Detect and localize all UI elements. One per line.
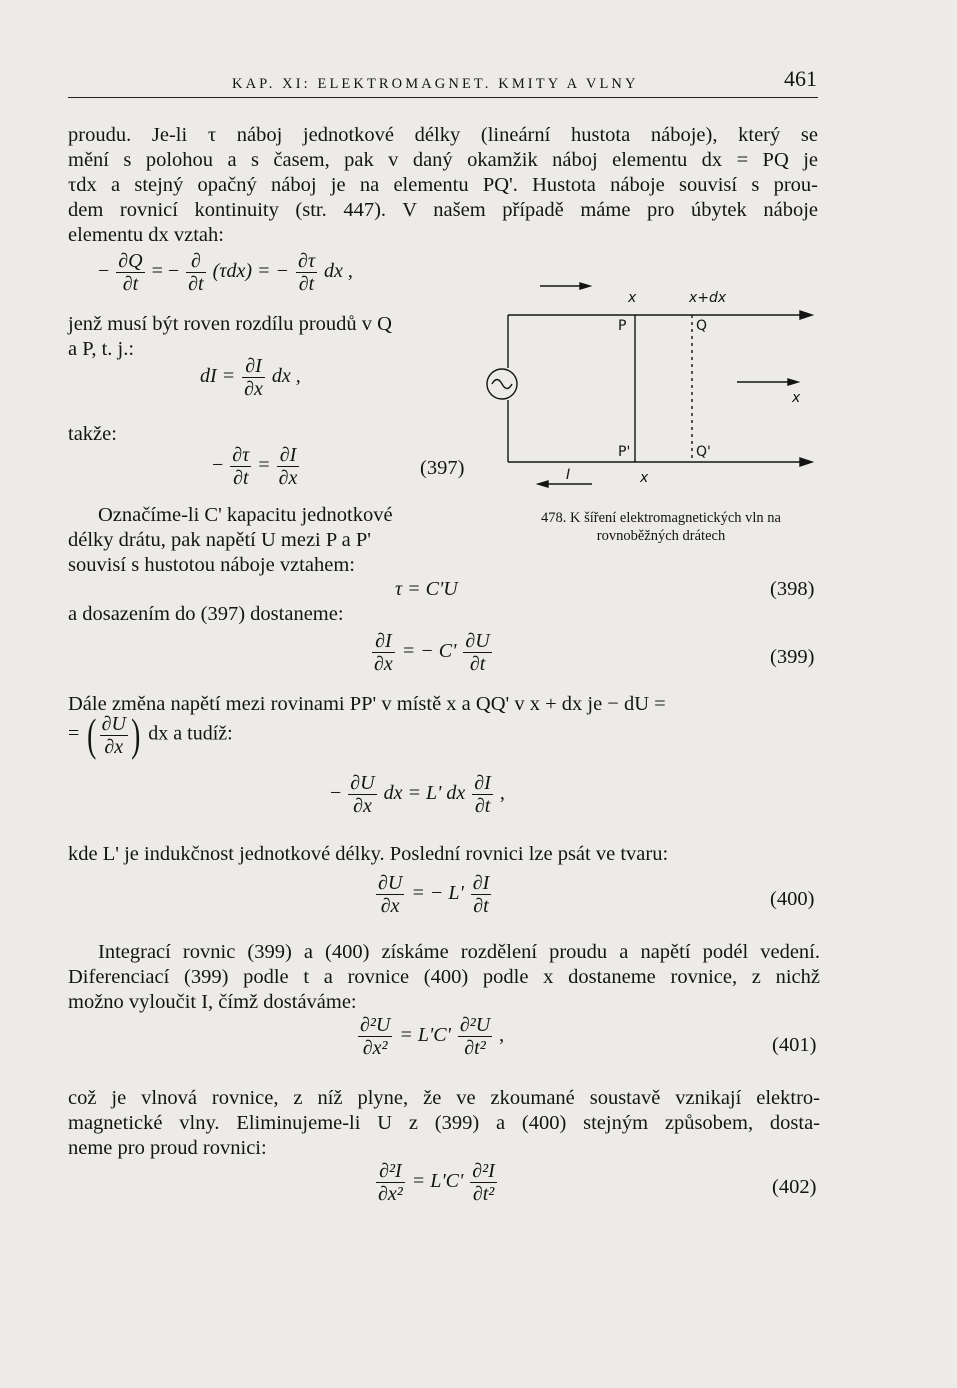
text-line: magnetické vlny. Eliminujeme-li U z (399) a (400) stejným způsobem, dosta-	[68, 1112, 820, 1134]
fraction: $\frac{\partial U}{\partial x}$	[378, 872, 403, 917]
eq-term: (τdx) = −	[212, 260, 289, 283]
fraction: $\frac{\partial I}{\partial x}$	[244, 355, 263, 400]
header-rule	[68, 97, 818, 98]
figure-parallel-wires	[482, 278, 822, 498]
paragraph-integration	[68, 940, 820, 990]
paragraph-capacity	[68, 503, 478, 578]
label-x-bottom: x	[640, 470, 649, 486]
equation-number-397: (397)	[420, 457, 465, 479]
text-line: Dále změna napětí mezi rovinami PP' v místě x a QQ' v x + dx je − dU =	[68, 693, 666, 715]
text-line: τdx a stejný opačný náboj je na elementu PQ'. Hustota náboje souvisí s prou-	[68, 174, 818, 196]
equation-inline-derivative: = ( $\frac{\partial U}{\partial x}$ ) dx a tudíž:	[68, 709, 233, 760]
fraction: $\frac{\text{∂²I}}{\text{∂t²}}$	[472, 1160, 495, 1205]
equation-number-399: (399)	[770, 646, 815, 668]
label-x-right: x	[792, 390, 801, 406]
equation-continuity	[98, 250, 353, 295]
bottom-wire-arrowhead	[800, 458, 812, 466]
equation-inductance: − $\frac{\partial U}{\partial x}$ dx = L' dx $\frac{\partial I}{\partial t}$ ,	[330, 772, 505, 817]
fraction: $\frac{\partial I}{\partial x}$	[278, 444, 298, 489]
fraction: $\frac{\text{∂²U}}{\text{∂t²}}$	[459, 1014, 491, 1059]
fraction: $\frac{\partial I}{\partial x}$	[374, 630, 393, 675]
equation-number-398: (398)	[770, 578, 815, 600]
text-line: kde L' je indukčnost jednotkové délky. Poslední rovnici lze psát ve tvaru:	[68, 843, 669, 865]
text-takze: takže:	[68, 423, 117, 445]
text-line: což je vlnová rovnice, z níž plyne, že ve zkoumané soustavě vznikají elektro-	[68, 1087, 820, 1109]
fraction: $\frac{\partial\tau}{\partial t}$	[232, 444, 250, 489]
fraction: $\frac{\partial U}{\partial x}$	[101, 712, 126, 758]
text-line: a dosazením do (397) dostaneme:	[68, 603, 344, 625]
equation-399: $\frac{\partial I}{\partial x}$ = − C' $\frac{\partial U}{\partial t}$	[374, 630, 490, 675]
text-line: souvisí s hustotou náboje vztahem:	[68, 554, 355, 576]
label-I: I	[566, 467, 571, 483]
text-line: Integrací rovnic (399) a (400) získáme rozdělení proudu a napětí podél vedení.	[98, 941, 820, 963]
text-line: elementu dx vztah:	[68, 224, 224, 246]
text-line: Diferenciací (399) podle t a rovnice (400) podle x dostaneme rovnice, z nichž	[68, 966, 820, 988]
equation-number-400: (400)	[770, 888, 815, 910]
equation-400: $\frac{\partial U}{\partial x}$ = − L' $\frac{\partial I}{\partial t}$	[378, 872, 490, 917]
equation-397: − $\frac{\partial\tau}{\partial t}$ = $\frac{\partial I}{\partial x}$	[212, 444, 298, 489]
fraction: $\frac{\partial Q}{\partial t}$	[118, 250, 143, 295]
label-P: P	[618, 318, 627, 334]
running-header: KAP. XI: ELEKTROMAGNET. KMITY A VLNY	[232, 76, 639, 92]
text-line: délky drátu, pak napětí U mezi P a P'	[68, 529, 371, 551]
label-x-top: x	[628, 290, 637, 306]
fraction: $\frac{\partial U}{\partial t}$	[465, 630, 490, 675]
top-wire-arrowhead	[800, 311, 812, 319]
eq-tail: dx ,	[324, 260, 353, 283]
text-line: dem rovnicí kontinuity (str. 447). V našem případě máme pro úbytek náboje	[68, 199, 818, 221]
label-P-prime: P'	[618, 444, 631, 460]
fraction: $\frac{\partial}{\partial t}$	[188, 250, 204, 295]
paragraph-intro	[68, 123, 818, 223]
fraction: $\frac{\partial\tau}{\partial t}$	[297, 250, 316, 295]
page-number: 461	[784, 66, 817, 91]
label-Q: Q	[696, 318, 708, 334]
equation-dI: dI = $\frac{\partial I}{\partial x}$ dx ,	[200, 355, 301, 400]
paragraph-wave	[68, 1086, 820, 1136]
label-xdx-top: x+dx	[689, 290, 727, 306]
eq-minus: −	[98, 260, 110, 283]
text-line: mění s polohou a s časem, pak v daný okamžik náboj elementu dx = PQ je	[68, 149, 818, 171]
text-line: neme pro proud rovnici:	[68, 1137, 267, 1159]
equation-401: $\frac{\text{∂²U}}{\text{∂x²}}$ = L'C' $\frac{\text{∂²U}}{\text{∂t²}}$ ,	[360, 1014, 505, 1059]
fraction: $\frac{\partial I}{\partial t}$	[472, 872, 490, 917]
fraction: $\frac{\text{∂²U}}{\text{∂x²}}$	[360, 1014, 391, 1059]
equation-402: $\frac{\text{∂²I}}{\text{∂x²}}$ = L'C' $\frac{\text{∂²I}}{\text{∂t²}}$	[378, 1160, 495, 1205]
label-Q-prime: Q'	[696, 444, 711, 460]
fraction: $\frac{\partial U}{\partial x}$	[350, 772, 375, 817]
ac-wave	[492, 380, 512, 389]
equation-number-401: (401)	[772, 1034, 817, 1056]
equation-398: τ = C'U	[395, 578, 458, 600]
figure-caption: 478. K šíření elektromagnetických vln na rovnoběžných drátech	[541, 510, 781, 544]
text-line: proudu. Je-li τ náboj jednotkové délky (lineární hustota náboje), který se	[68, 124, 818, 146]
equation-number-402: (402)	[772, 1176, 817, 1198]
text-line: a P, t. j.:	[68, 338, 135, 360]
text-line: jenž musí být roven rozdílu proudů v Q	[68, 313, 392, 335]
fraction: $\frac{\text{∂²I}}{\text{∂x²}}$	[378, 1160, 403, 1205]
text-line: možno vyloučit I, čímž dostáváme:	[68, 991, 357, 1013]
eq-sign: = −	[151, 260, 180, 283]
fraction: $\frac{\partial I}{\partial t}$	[474, 772, 491, 817]
text-line: Označíme-li C' kapacitu jednotkové	[98, 504, 393, 526]
